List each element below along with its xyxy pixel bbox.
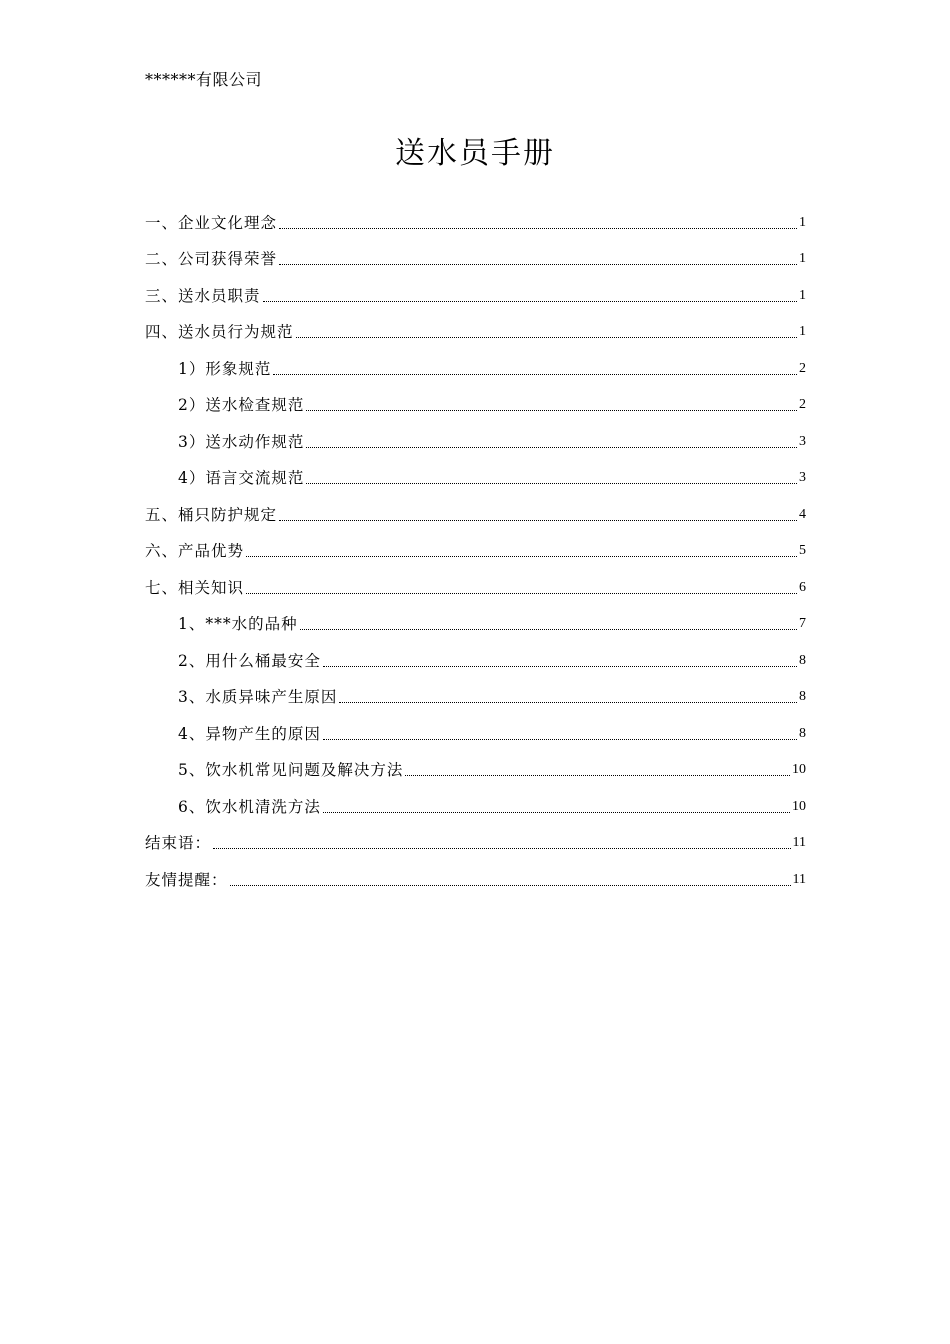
toc-entry[interactable] [145, 562, 806, 599]
toc-entry-label: 2、用什么桶最安全 [178, 651, 321, 670]
toc-entry-label: 6、饮水机清洗方法 [178, 797, 321, 816]
toc-entry[interactable] [145, 234, 806, 271]
toc-leader-dots [306, 483, 797, 484]
toc-leader-dots [263, 301, 797, 302]
toc-subentry[interactable] [145, 672, 806, 709]
toc-leader-dots [246, 593, 797, 594]
toc-leader-dots [300, 629, 797, 630]
toc-entry-page: 8 [799, 689, 806, 704]
toc-entry-label: 六、产品优势 [145, 542, 245, 560]
toc-subentry[interactable] [145, 708, 806, 745]
toc-leader-dots [323, 812, 790, 813]
toc-leader-dots [339, 702, 797, 703]
toc-entry-label: 五、桶只防护规定 [145, 505, 278, 524]
toc-entry-label: 4）语言交流规范 [178, 469, 305, 487]
toc-entry-label: 4、异物产生的原因 [178, 724, 321, 743]
toc-entry-label: 1、***水的品种 [178, 615, 298, 633]
toc-entry[interactable] [145, 854, 806, 891]
toc-entry-page: 2 [799, 360, 806, 376]
toc-entry[interactable] [145, 270, 806, 307]
toc-entry-page: 7 [799, 616, 806, 631]
toc-entry-page: 1 [799, 287, 806, 303]
toc-entry-label: 三、送水员职责 [145, 286, 261, 305]
toc-subentry[interactable] [145, 453, 806, 490]
toc-entry-label: 二、公司获得荣誉 [145, 250, 278, 268]
toc-subentry[interactable] [145, 599, 806, 636]
toc-leader-dots [279, 264, 797, 265]
toc-entry-page: 11 [792, 871, 806, 887]
document-title: 送水员手册 [395, 136, 555, 171]
toc-leader-dots [246, 556, 797, 557]
toc-leader-dots [323, 666, 797, 667]
toc-entry-page: 1 [799, 214, 806, 230]
toc-entry-label: 3、水质异味产生原因 [178, 688, 338, 706]
toc-entry-label: 5、饮水机常见问题及解决方法 [178, 761, 404, 779]
toc-entry-label: 2）送水检查规范 [178, 396, 305, 414]
toc-entry-page: 2 [799, 397, 806, 412]
toc-subentry[interactable] [145, 781, 806, 818]
toc-entry[interactable] [145, 197, 806, 234]
toc-leader-dots [306, 447, 797, 448]
toc-leader-dots [405, 775, 790, 776]
toc-entry-label: 四、送水员行为规范 [145, 323, 294, 341]
toc-subentry[interactable] [145, 380, 806, 417]
toc-entry-label: 1）形象规范 [178, 359, 272, 378]
toc-entry-page: 8 [799, 725, 806, 741]
toc-entry[interactable] [145, 818, 806, 855]
toc-entry-page: 6 [799, 579, 806, 595]
toc-subentry[interactable] [145, 416, 806, 453]
company-name: ******有限公司 [145, 70, 263, 89]
toc-entry[interactable] [145, 307, 806, 344]
toc-leader-dots [279, 520, 797, 521]
toc-leader-dots [230, 885, 791, 886]
toc-entry-page: 3 [799, 433, 806, 449]
toc-entry-label: 一、企业文化理念 [145, 213, 278, 232]
toc-leader-dots [296, 337, 797, 338]
toc-entry-page: 1 [799, 324, 806, 339]
toc-entry-label: 友情提醒： [145, 870, 228, 889]
toc-entry-page: 10 [792, 798, 806, 814]
toc-leader-dots [213, 848, 791, 849]
toc-entry[interactable] [145, 526, 806, 563]
toc-leader-dots [273, 374, 797, 375]
toc-subentry[interactable] [145, 343, 806, 380]
toc-entry-label: 3）送水动作规范 [178, 432, 305, 451]
toc-leader-dots [306, 410, 797, 411]
toc-entry-page: 8 [799, 652, 806, 668]
toc-entry-page: 10 [792, 762, 806, 777]
toc-leader-dots [323, 739, 797, 740]
toc-subentry[interactable] [145, 635, 806, 672]
toc-entry-label: 结束语： [145, 834, 212, 852]
toc-leader-dots [279, 228, 797, 229]
toc-entry-page: 3 [799, 470, 806, 485]
toc-entry-label: 七、相关知识 [145, 578, 245, 597]
toc-entry-page: 1 [799, 251, 806, 266]
toc-entry-page: 4 [799, 506, 806, 522]
toc-entry-page: 5 [799, 543, 806, 558]
toc-subentry[interactable] [145, 745, 806, 782]
table-of-contents [145, 197, 806, 891]
toc-entry-page: 11 [792, 835, 806, 850]
toc-entry[interactable] [145, 489, 806, 526]
